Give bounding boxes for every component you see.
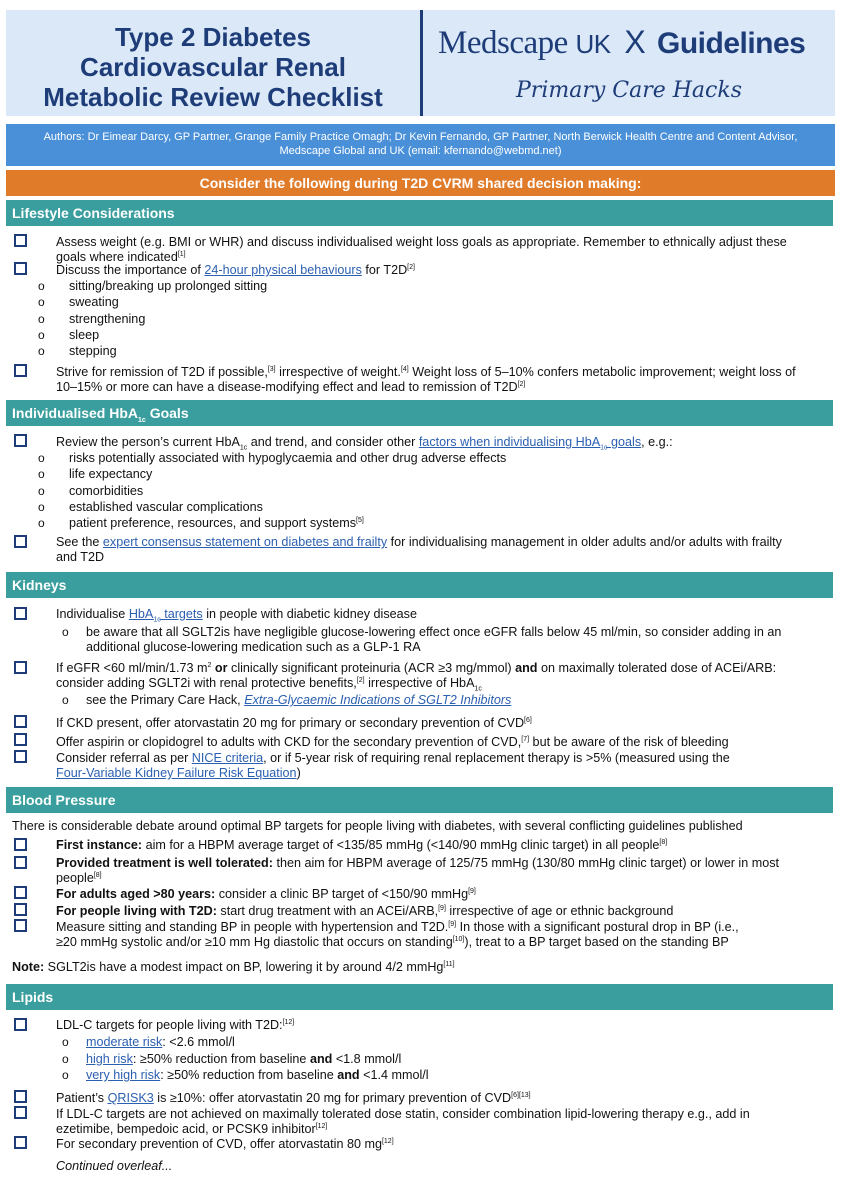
bullet: o [38,295,45,309]
checkbox[interactable] [14,919,27,932]
reference: [10] [452,935,465,943]
section-header-kidneys: Kidneys [6,572,833,598]
link-frailty-consensus[interactable]: expert consensus statement on diabetes and frailty [102,535,388,549]
title-line: Type 2 Diabetes [114,22,312,52]
checkbox[interactable] [14,886,27,899]
item-text: be aware that all SGLT2is have negligible glucose-lowering effect once eGFR falls below 45 ml/min, so consider adding in an [86,625,782,639]
page-title [6,22,420,112]
sub-item [86,625,831,655]
bullet: o [62,693,69,707]
superscript: 2 [207,661,212,669]
reference: [2] [407,263,415,271]
logo-uk: UK [575,29,611,59]
checkbox[interactable] [14,434,27,447]
bold-text: Provided treatment is well tolerated: [56,856,273,870]
item-text-part: SGLT2is have a modest impact on BP, lowering it by around 4/2 mmHg [44,960,444,974]
subscript: 1c [239,444,248,452]
item-text-part: is ≥10%: offer atorvastatin 20 mg for primary prevention of CVD [153,1091,512,1105]
item-text [56,661,836,676]
item-text-part: clinically significant proteinuria (ACR ≥3 mg/mmol) [227,661,516,675]
item-text-part: then aim for HBPM average of 125/75 mmHg (130/80 mmHg clinic target) or lower in most [272,856,780,870]
link-text[interactable]: goals [607,435,642,449]
bullet: o [38,516,45,530]
subscript[interactable]: 1c [153,616,161,624]
bold-text: and [309,1052,333,1066]
checkbox[interactable] [14,535,27,548]
bullet: o [38,344,45,358]
reference: [9] [468,887,476,895]
checklist-item [56,1018,836,1033]
item-text-part: Offer aspirin or clopidogrel to adults with CKD for the secondary prevention of CVD, [56,735,522,749]
item-text-part: aim for a HBPM average target of <135/85 mmHg (<140/90 mmHg clinic target) in all people [142,838,660,852]
item-text-part: start drug treatment with an ACEi/ARB, [216,904,439,918]
bullet: o [38,451,45,465]
sub-item [86,1052,831,1067]
bullet: o [38,500,45,514]
checkbox[interactable] [14,1018,27,1031]
link-hba1c-targets[interactable] [128,607,203,624]
item-text-part: Patient’s [56,1091,108,1105]
section-header-lipids: Lipids [6,984,833,1010]
checkbox[interactable] [14,856,27,869]
item-text: additional glucose-lowering medication such as a GLP-1 RA [86,640,421,654]
item-text-part: 10–15% or more can have a disease-modifying effect and lead to remission of T2D [56,380,518,394]
checklist-item [56,887,836,902]
item-text-part: but be aware of the risk of bleeding [529,735,729,749]
bullet: o [38,328,45,342]
medscape-guidelines-logo [438,24,805,62]
item-text-part: people [56,871,94,885]
bullet: o [38,484,45,498]
item-text-part: Strive for remission of T2D if possible, [56,365,268,379]
reference: [9] [438,904,446,912]
item-text-part: for T2D [361,263,408,277]
sub-item [86,1035,831,1050]
sub-item: sitting/breaking up prolonged sitting [69,279,268,293]
reference: [6] [524,716,532,724]
sub-item: stepping [69,344,117,358]
reference: [3] [267,365,276,373]
item-text [56,380,836,395]
bold-text: For adults aged >80 years: [56,887,216,901]
section-title-part: Individualised HbA [12,405,139,421]
checklist-item [56,661,836,691]
checklist-item [56,920,836,950]
sub-item: sleep [69,328,100,342]
sub-item: life expectancy [69,467,153,481]
checklist-item [56,607,836,622]
item-text-part: see the Primary Care Hack, [86,693,245,707]
header-banner [6,10,835,116]
checklist-item [56,838,836,853]
reference: [8] [659,838,668,846]
section-title-part: Goals [145,405,189,421]
bold-text: First instance: [56,838,143,852]
reference: [5] [356,516,364,524]
item-text-part: <1.8 mmol/l [332,1052,402,1066]
reference: [12] [381,1137,394,1145]
bold-text: and [337,1068,360,1082]
checklist-item [56,716,836,731]
bullet: o [38,279,45,293]
link-text[interactable]: targets [160,607,203,621]
link-very-high-risk[interactable]: very high risk [86,1068,161,1082]
item-text-part: LDL-C targets for people living with T2D: [56,1018,283,1032]
authors-line: Medscape Global and UK (email: kfernando@webmd.net) [279,145,562,157]
checkbox[interactable] [14,903,27,916]
item-text-part: See the [56,535,103,549]
item-text-part: ≥20 mmHg systolic and/or ≥10 mm Hg diastolic that occurs on standing [56,935,453,949]
item-text-part: In those with a significant postural drop in BP (i.e., [456,920,739,934]
section-header-blood-pressure: Blood Pressure [6,787,833,813]
checkbox[interactable] [14,733,27,746]
item-text [56,935,836,950]
checklist-item [56,1107,836,1137]
checkbox[interactable] [14,838,27,851]
item-text-part: Individualise [56,607,129,621]
header-subtitle: Primary Care Hacks [516,78,742,103]
item-text [56,856,836,871]
item-text-part: irrespective of weight. [275,365,401,379]
checkbox[interactable] [14,1136,27,1149]
item-text [56,871,836,886]
section-header-hba1c [6,400,833,426]
checklist-item [56,435,836,450]
consider-banner: Consider the following during T2D CVRM shared decision making: [6,170,835,196]
reference: [7] [521,735,530,743]
title-line: Cardiovascular Renal [80,52,346,82]
subscript: 1c [138,416,146,424]
sub-item: comorbidities [69,484,144,498]
checklist-item [56,235,836,265]
item-text-part: If CKD present, offer atorvastatin 20 mg for primary or secondary prevention of CVD [56,716,525,730]
reference: [6][13] [511,1091,531,1099]
checklist-item [56,751,836,781]
subscript[interactable]: 1c [600,444,608,452]
sub-item: established vascular complications [69,500,263,514]
reference: [9] [448,920,457,928]
bullet: o [62,1068,69,1082]
item-text: and T2D [56,550,105,564]
authors-bar [6,124,835,166]
item-text [56,766,836,781]
link-24-hour-physical-behaviours[interactable]: 24-hour physical behaviours [204,263,362,277]
logo-guidelines: Guidelines [657,27,806,60]
item-text-part: For secondary prevention of CVD, offer atorvastatin 80 mg [56,1137,382,1151]
checklist-item [56,904,836,919]
checklist-item [56,856,836,886]
bullet: o [62,625,69,639]
link-moderate-risk[interactable]: moderate risk [86,1035,163,1049]
item-text-part: Consider referral as per [56,751,192,765]
checklist-item [56,1137,836,1152]
checklist-item [56,365,836,395]
authors-line: Authors: Dr Eimear Darcy, GP Partner, Grange Family Practice Omagh; Dr Kevin Fernando, GP Partner, North Berwick Health Centre and Content Advisor, [43,131,798,143]
checkbox[interactable] [14,364,27,377]
checkbox[interactable] [14,234,27,247]
item-text-part: and trend, and consider other [247,435,419,449]
sub-item: strengthening [69,312,146,326]
item-text-part: on maximally tolerated dose of ACEi/ARB: [537,661,777,675]
item-text: If LDL-C targets are not achieved on maximally tolerated dose statin, consider combination lipid-lowering therapy e.g., add in [56,1107,750,1121]
reference: [4] [400,365,409,373]
checkbox[interactable] [14,715,27,728]
bold-text: or [211,661,228,675]
item-text [56,751,836,766]
item-text-part: consider adding SGLT2i with renal protective benefits, [56,676,357,690]
header-divider [420,10,423,116]
item-text-part: irrespective of age or ethnic background [445,904,674,918]
item-text-part: If eGFR <60 ml/min/1.73 m [56,661,208,675]
sub-item [69,516,829,531]
item-text-part: ), treat to a BP target based on the standing BP [464,935,729,949]
link-nice-criteria[interactable]: NICE criteria [191,751,264,765]
bold-text: and [515,661,538,675]
link-high-risk[interactable]: high risk [86,1052,133,1066]
checkbox[interactable] [14,607,27,620]
item-text-part: ) [296,766,301,780]
item-text-part: Weight loss of 5–10% confers metabolic improvement; weight loss of [408,365,796,379]
item-text-part: for individualising management in older adults and/or adults with frailty [387,535,782,549]
bullet: o [62,1052,69,1066]
checkbox[interactable] [14,1090,27,1103]
reference: [2] [517,380,526,388]
item-text-part: <1.4 mmol/l [359,1068,429,1082]
item-text-part: patient preference, resources, and support systems [69,516,357,530]
checklist-item [56,1091,836,1106]
item-text: Assess weight (e.g. BMI or WHR) and discuss individualised weight loss goals as appropriate. Remember to ethnically adjust these [56,235,787,249]
checkbox[interactable] [14,262,27,275]
item-text-part: , or if 5-year risk of requiring renal replacement therapy is >5% (measured using the [263,751,730,765]
bullet: o [38,467,45,481]
item-text-part: ezetimibe, bempedoic acid, or PCSK9 inhibitor [56,1122,316,1136]
sub-item [86,693,831,708]
subscript: 1c [474,685,482,693]
item-text [56,676,836,691]
checklist-item [56,735,836,750]
item-text-part: consider a clinic BP target of <150/90 mmHg [215,887,469,901]
title-line: Metabolic Review Checklist [43,82,383,112]
bp-note [12,960,832,975]
bold-text: For people living with T2D: [56,904,217,918]
bullet: o [38,312,45,326]
reference: [2] [356,676,365,684]
checkbox[interactable] [14,1106,27,1119]
reference: [12] [315,1122,328,1130]
item-text-part: irrespective of HbA [364,676,475,690]
item-text-part: goals where indicated [56,250,178,264]
sub-item: risks potentially associated with hypoglycaemia and other drug adverse effects [69,451,507,465]
checklist-item [56,535,836,565]
bullet: o [62,1035,69,1049]
item-text-part: Discuss the importance of [56,263,205,277]
logo-x: X [624,24,646,60]
item-text [56,920,836,935]
item-text [56,1122,836,1137]
item-text-part: : <2.6 mmol/l [162,1035,235,1049]
checkbox[interactable] [14,661,27,674]
sub-item [86,1068,831,1083]
bp-intro: There is considerable debate around optimal BP targets for people living with diabetes, with several conflicting guidelines published [12,819,743,833]
link-qrisk3[interactable]: QRISK3 [107,1091,154,1105]
reference: [11] [443,960,455,968]
continued-overleaf: Continued overleaf... [56,1159,173,1173]
link-text[interactable]: HbA [128,607,154,621]
item-text-part: : ≥50% reduction from baseline [132,1052,310,1066]
item-text [56,535,836,550]
sub-item: sweating [69,295,119,309]
item-text-part: Review the person’s current HbA [56,435,240,449]
reference: [1] [177,250,186,258]
section-header-lifestyle: Lifestyle Considerations [6,200,833,226]
bold-text: Note: [12,960,45,974]
link-kidney-failure-risk-equation[interactable]: Four-Variable Kidney Failure Risk Equation [56,766,297,780]
logo-medscape: Medscape [438,25,568,61]
item-text-part: in people with diabetic kidney disease [202,607,417,621]
item-text-part: : ≥50% reduction from baseline [160,1068,338,1082]
checkbox[interactable] [14,750,27,763]
link-extra-glycaemic-sglt2[interactable]: Extra-Glycaemic Indications of SGLT2 Inhibitors [244,693,512,707]
item-text [56,365,836,380]
item-text-part: Measure sitting and standing BP in people with hypertension and T2D. [56,920,449,934]
reference: [8] [93,871,102,879]
reference: [12] [282,1018,295,1026]
checklist-item [56,263,836,278]
link-text[interactable]: factors when individualising HbA [418,435,601,449]
item-text-part: , e.g.: [641,435,673,449]
link-factors-individualising-hba1c[interactable] [418,435,642,452]
